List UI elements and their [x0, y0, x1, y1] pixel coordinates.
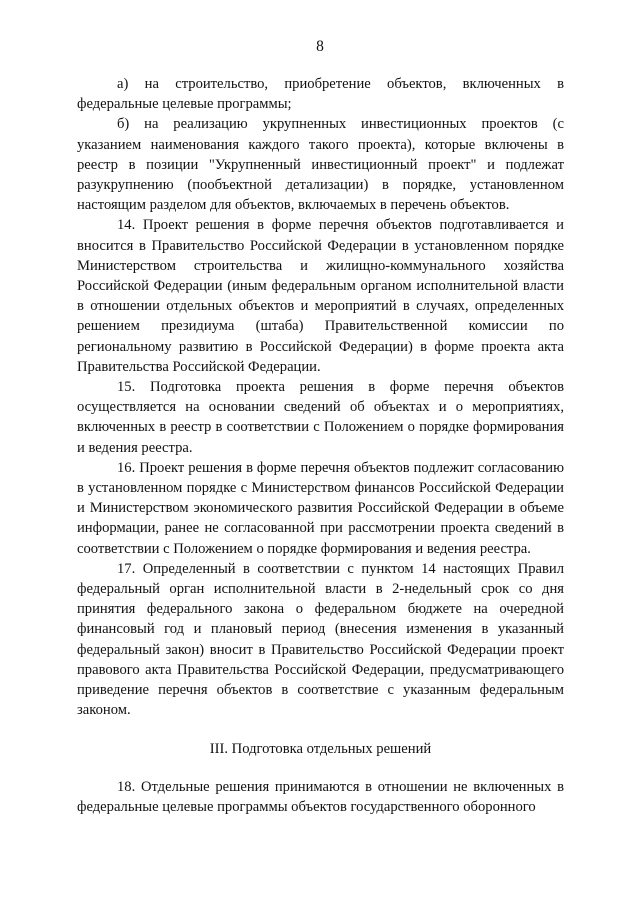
paragraph-item-a: а) на строительство, приобретение объектов, включенных в федеральные целевые программы; — [77, 76, 564, 113]
paragraph-14: 14. Проект решения в форме перечня объектов подготавливается и вносится в Правительство Российской Федерации в установленном порядке Министерством строительства и жилищно-коммунального хозяйства Российской Федерации (иным федеральным органом исполнительной власти в отношении отдельных объектов и мероприятий в случаях, определенных решением президиума (штаба) Правительственной комиссии по региональному развитию в Российской Федерации) в форме проекта акта Правительства Российской Федерации. — [77, 217, 564, 375]
paragraph-17: 17. Определенный в соответствии с пунктом 14 настоящих Правил федеральный орган исполнительной власти в 2-недельный срок со дня принятия федерального закона о федеральном бюджете на очередной финансовый год и плановый период (внесения изменения в указанный федеральный закон) вносит в Правительство Российской Федерации проект правового акта Правительства Российской Федерации, предусматривающего приведение перечня объектов в соответствие с указанным федеральным законом. — [77, 560, 564, 719]
document-body — [77, 74, 564, 817]
paragraph-item-b: б) на реализацию укрупненных инвестиционных проектов (с указанием наименования каждого такого проекта), которые включены в реестр в позиции "Укрупненный инвестиционный проект" и подлежат разукрупнению (пообъектной детализации) в порядке, установленном настоящим разделом для объектов, включаемых в перечень объектов. — [77, 116, 564, 214]
paragraph-16: 16. Проект решения в форме перечня объектов подлежит согласованию в установленном порядке с Министерством финансов Российской Федерации и Министерством экономического развития Российской Федерации в объеме информации, ранее не согласованной при рассмотрении проекта сведений в соответствии с Положением о порядке формирования и ведения реестра. — [77, 459, 564, 557]
page-number: 8 — [316, 38, 324, 55]
paragraph-18: 18. Отдельные решения принимаются в отношении не включенных в федеральные целевые программы объектов государственного оборонного — [77, 778, 564, 815]
section-heading: III. Подготовка отдельных решений — [209, 740, 432, 757]
paragraph-15: 15. Подготовка проекта решения в форме перечня объектов осуществляется на основании сведений об объектах и о мероприятиях, включенных в реестр в соответствии с Положением о порядке формирования и ведения реестра. — [77, 379, 564, 456]
